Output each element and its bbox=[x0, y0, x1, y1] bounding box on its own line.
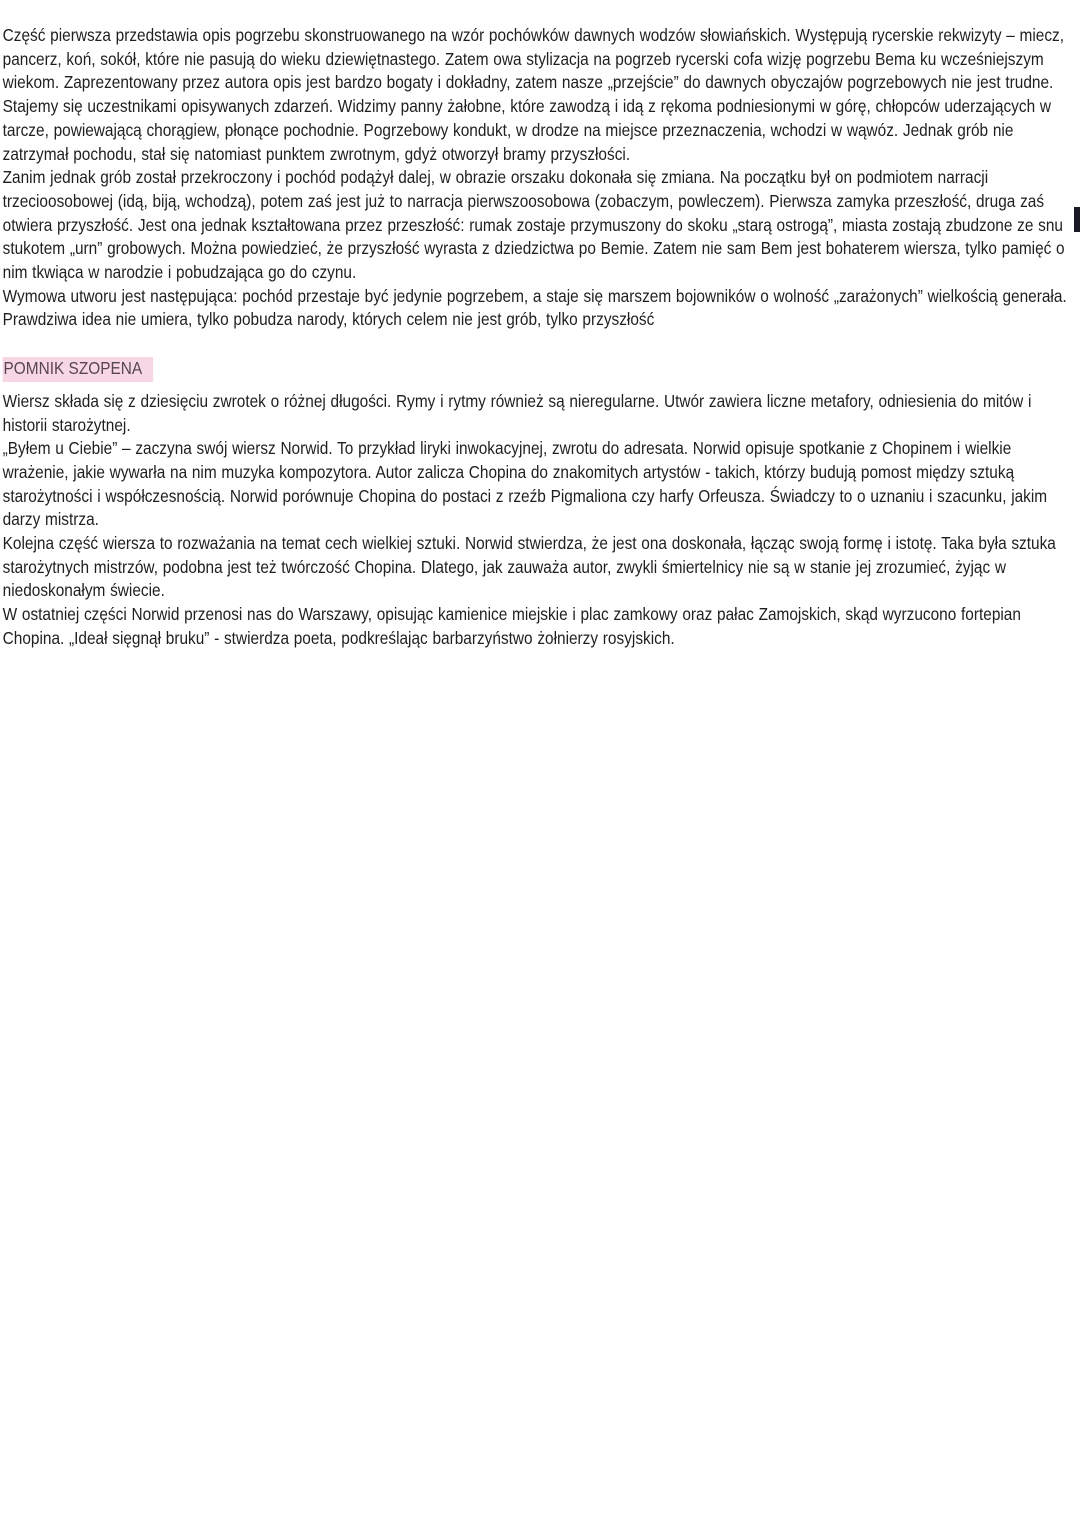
body-paragraph: Wiersz składa się z dziesięciu zwrotek o różnej długości. Rymy i rytmy również są nieregularne. Utwór zawiera liczne metafory, odniesienia do mitów i historii starożytnej. bbox=[2, 390, 1032, 435]
body-paragraph: Kolejna część wiersza to rozważania na temat cech wielkiej sztuki. Norwid stwierdza, że jest ona doskonała, łącząc swoją formę i istotę. Taka była sztuka starożytnych mistrzów, podobna jest też twórczość Chopina. Dlatego, jak zauważa autor, zwykli śmiertelnicy nie są w stanie jej zrozumieć, żyjąc w niedoskonałym świecie. bbox=[2, 533, 1056, 601]
body-paragraph: W ostatniej części Norwid przenosi nas do Warszawy, opisując kamienice miejskie i plac zamkowy oraz pałac Zamojskich, skąd wyrzucono fortepian Chopina. „Ideał sięgnął bruku” - stwierdza poeta, podkreślając barbarzyństwo żołnierzy rosyjskich. bbox=[2, 604, 1021, 648]
body-paragraph: Część pierwsza przedstawia opis pogrzebu skonstruowanego na wzór pochówków dawnych wodzów słowiańskich. Występują rycerskie rekwizyty – miecz, pancerz, koń, sokół, które nie pasują do wieku dziewiętnastego. Zatem owa stylizacja na pogrzeb rycerski cofa wizję pogrzebu Bema ku wcześniejszym wiekom. Zaprezentowany przez autora opis jest bardzo bogaty i dokładny, zatem nasze „przejście” do dawnych obyczajów pogrzebowych nie jest trudne. Stajemy się uczestnikami opisywanych zdarzeń. Widzimy panny żałobne, które zawodzą i idą z rękoma podniesionymi w górę, chłopców uderzających w tarcze, powiewającą chorągiew, płonące pochodnie. Pogrzebowy kondukt, w drodze na miejsce przeznaczenia, wchodzi w wąwóz. Jednak grób nie zatrzymał pochodu, stał się natomiast punktem zwrotnym, gdyż otworzył bramy przyszłości. bbox=[2, 25, 1065, 164]
bem-rhapsody-analysis-section bbox=[3, 24, 1077, 332]
section-heading-highlighted: POMNIK SZOPENA bbox=[3, 357, 153, 382]
body-paragraph: Wymowa utworu jest następująca: pochód przestaje być jedynie pogrzebem, a staje się marszem bojowników o wolność „zarażonych” wielkością generała. Prawdziwa idea nie umiera, tylko pobudza narody, których celem nie jest grób, tylko przyszłość bbox=[2, 285, 1067, 330]
body-paragraph: Zanim jednak grób został przekroczony i pochód podążył dalej, w obrazie orszaku dokonała się zmiana. Na początku był on podmiotem narracji trzecioosobowej (idą, biją, wchodzą), potem zaś jest już to narracja pierwszoosobowa (zobaczym, powleczem). Pierwsza zamyka przeszłość, druga zaś otwiera przyszłość. Jest ona jednak kształtowana przez przeszłość: rumak zostaje przymuszony do skoku „starą ostrogą”, miasta zostają zbudzone ze snu stukotem „urn” grobowych. Można powiedzieć, że przyszłość wyrasta z dziedzictwa po Bemie. Zatem nie sam Bem jest bohaterem wiersza, tylko pamięć o nim tkwiąca w narodzie i pobudzająca go do czynu. bbox=[2, 167, 1065, 283]
section-heading-row bbox=[3, 357, 1077, 382]
body-paragraph: „Byłem u Ciebie” – zaczyna swój wiersz Norwid. To przykład liryki inwokacyjnej, zwrotu do adresata. Norwid opisuje spotkanie z Chopinem i wielkie wrażenie, jakie wywarła na nim muzyka kompozytora. Autor zalicza Chopina do znakomitych artystów - takich, którzy budują pomost między sztuką starożytności i współczesnością. Norwid porównuje Chopina do postaci z rzeźb Pigmaliona czy harfy Orfeusza. Świadczy to o uznaniu i szacunku, jakim darzy mistrza. bbox=[2, 438, 1048, 530]
scrollbar-thumb[interactable] bbox=[1074, 207, 1080, 232]
pomnik-szopena-section bbox=[3, 390, 1077, 651]
document-page bbox=[0, 0, 1080, 651]
